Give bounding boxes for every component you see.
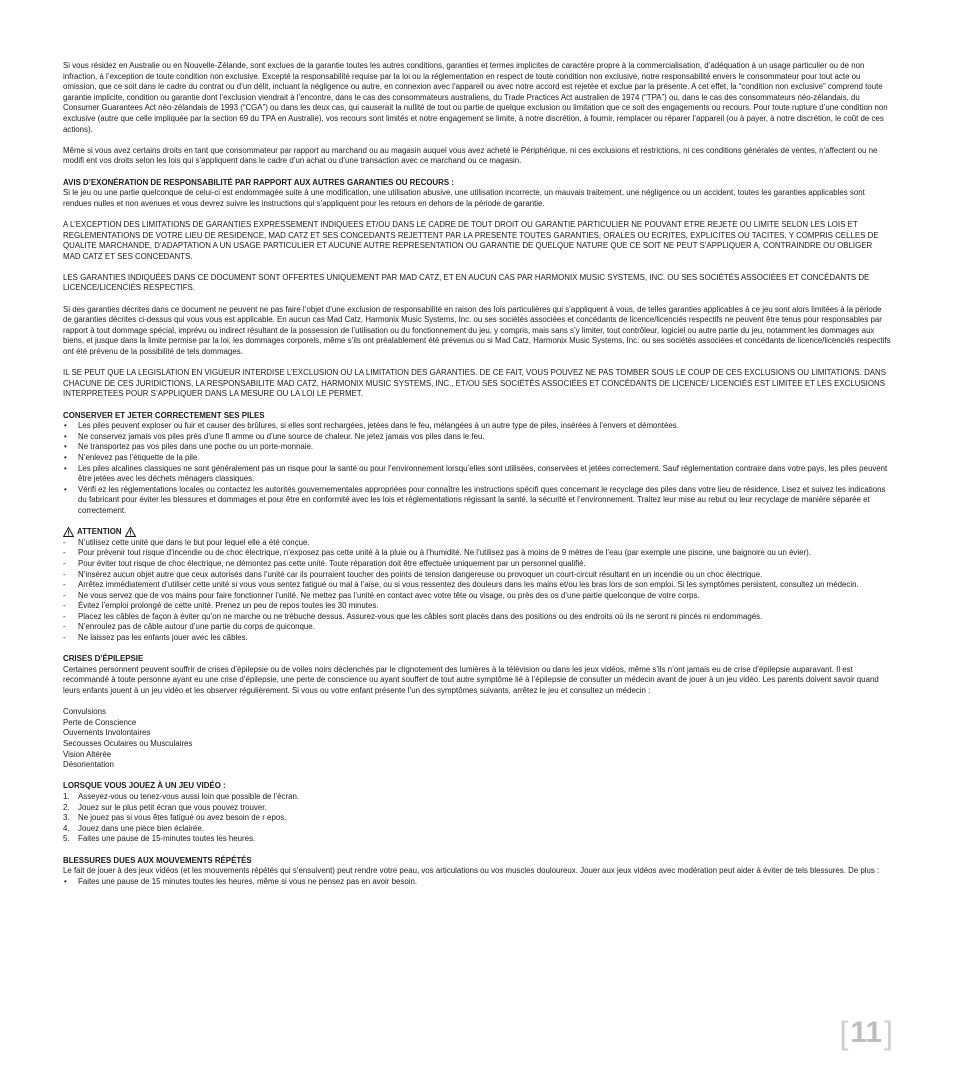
list-item-text: Asseyez-vous ou tenez-vous aussi loin que possible de l’écran. (78, 791, 300, 801)
dash-marker: - (63, 622, 66, 632)
symptom-item: Secousses Oculaires ou Musculaires (63, 739, 193, 748)
injuries-paragraph: Le fait de jouer à des jeux vidéos (et les mouvements répétés qui s’ensuivent) peut rendre votre peau, vos articulations ou vos muscles douloureux. Jouer aux jeux vidéos avec modération peut aider à éviter de tels blessures. De plus : (63, 866, 880, 876)
page-number-bracket-left: [ (839, 1015, 849, 1051)
list-item-text: N’enlevez pas l’étiquette de la pile. (78, 452, 200, 462)
list-item (63, 792, 891, 803)
page-number-bracket-right: ] (884, 1015, 893, 1051)
disclaimer-paragraph-1: Si le jeu ou une partie quelconque de celui-ci est endommagée suite à une modification, une utilisation abusive, une utilisation incorrecte, un mauvais traitement, une négligence ou un accident, toutes les garanties applicables sont rendues nulles et non avenues et vous devrez suivre les instructions qui s’appliquent pour les retours en dehors de la période de garantie. (63, 188, 865, 208)
injuries-list (63, 877, 891, 888)
list-item (63, 601, 891, 612)
playing-heading: LORSQUE VOUS JOUEZ À UN JEU VIDÉO : (63, 781, 226, 791)
bullet-marker: • (64, 452, 67, 462)
document-page (63, 61, 891, 887)
dash-marker: - (63, 537, 66, 547)
batteries-list (63, 421, 891, 516)
dash-marker: - (63, 601, 66, 611)
batteries-heading: CONSERVER ET JETER CORRECTEMENT SES PILES (63, 410, 265, 420)
list-item (63, 464, 891, 485)
intro-paragraph-2: Même si vous avez certains droits en tant que consommateur par rapport au marchand ou au magasin auquel vous avez acheté le Périphérique, ni ces exclusions et restrictions, ni ces conditions générales de ventes, n’affectent ou ne modifi ent vos droits selon les lois qui s’appliquent dans le cadre d’un achat ou d’une transaction avec ce marchand ou ce magasin. (63, 145, 878, 166)
list-item-text: Jouez dans une pièce bien éclairée. (78, 823, 204, 833)
list-item (63, 453, 891, 464)
list-item (63, 803, 891, 814)
symptom-item: Désorientation (63, 760, 114, 770)
attention-heading-text: ATTENTION (77, 527, 122, 537)
list-item (63, 570, 891, 581)
disclaimer-paragraph-2: A L’EXCEPTION DES LIMITATIONS DE GARANTIES EXPRESSEMENT INDIQUEES ET/OU DANS LE CADRE DE TOUT DROIT OU GARANTIE PARTICULIER NE POUVANT ETRE REJETE OU LIMITE SELON LES LOIS ET REGLEMENTATIONS DE VOTRE LIEU DE RESIDENCE, MAD CATZ ET SES CONCEDANTS REJETTENT PAR LA PRESENTE TOUTES GARANTIES, ORALES OU ECRITES, EXPLICITES OU TACITES, Y COMPRIS CELLES DE QUALITE MARCHANDE, D’ADAPTATION A UN USAGE PARTICULIER ET AUCUNE AUTRE REPRESENTATION OU GARANTIE DE QUELQUE NATURE QUE CE SOIT NE PEUT S’APPLIQUER A, CONTRAINDRE OU OBLIGER MAD CATZ ET SES CONCEDANTS. (63, 219, 879, 261)
list-item-text: Les piles alcalines classiques ne sont généralement pas un risque pour la santé ou pour l’environnement lorsqu’elles sont utilisées, conservées et jetées correctement. Sauf réglementation contraire dans votre pays, les piles peuvent être jetées avec les déchets ménagers classiques. (78, 463, 888, 484)
symptom-item: Vision Altérée (63, 749, 112, 759)
number-marker: 4. (63, 823, 70, 833)
bullet-marker: • (64, 876, 67, 886)
list-item-text: Faites une pause de 15 minutes toutes les heures, même si vous ne pensez pas en avoir besoin. (78, 876, 418, 886)
list-item-text: Ne conservez jamais vos piles près d’une fl amme ou d’une source de chaleur. Ne jetez jamais vos piles dans le feu. (78, 431, 485, 441)
list-item-text: Les piles peuvent exploser ou fuir et causer des brûlures, si elles sont rechargées, jetées dans le feu, mélangées à un autre type de piles, insérées à l’envers et démontées. (78, 421, 679, 431)
list-item (63, 432, 891, 443)
disclaimer-paragraph-4: Si des garanties décrites dans ce document ne peuvent ne pas faire l’objet d’une exclusion de responsabilité en raison des lois particulières qui s’appliquent à vous, de telles garanties applicables à ce jeu sont alors limitées à la période de garanties décrites ci-dessus qui vous vous est applicable. En aucun cas Mad Catz, Harmonix Music Systems, Inc. ou ses sociétés associées et concédants de licence/licenciés respectifs ne peuvent être tenus pour responsables par rapport à tout dommage spécial, imprévu ou indirect résultant de la possession de l’utilisation ou du fonctionnement du jeu, y compris, mais sans s’y limiter, tout contrôleur, logiciel ou autre partie du jeu, notamment les dommages aux biens, et jusque dans la limite permise par la loi, les dommages corporels, même s’ils ont préalablement été prévenus ou si Mad Catz, Harmonix Music Systems, Inc. ou ses sociétés associées et concédants de licence/licenciés respectifs ont été prévenu de la possibilité de tels dommages. (63, 304, 891, 357)
list-item-text: Placez les câbles de façon à éviter qu’on ne marche ou ne trébuche dessus. Assurez-vous que les câbles sont placés dans des positions ou des endroits où ils ne seront ni pincés ni endommagés. (78, 611, 763, 621)
symptoms-list (63, 707, 891, 771)
list-item (63, 559, 891, 570)
disclaimer-paragraph-3: LES GARANTIES INDIQUÉES DANS CE DOCUMENT SONT OFFERTES UNIQUEMENT PAR MAD CATZ, ET EN AUCUN CAS PAR HARMONIX MUSIC SYSTEMS, INC. OU SES SOCIÉTÉS ASSOCIÉES ET CONCÉDANTS DE LICENCE/LICENCIÉS RESPECTIFS. (63, 272, 870, 293)
dash-marker: - (63, 569, 66, 579)
dash-marker: - (63, 611, 66, 621)
number-marker: 3. (63, 813, 70, 823)
list-item (63, 877, 891, 888)
list-item (63, 834, 891, 845)
number-marker: 2. (63, 802, 70, 812)
list-item-text: Pour éviter tout risque de choc électrique, ne démontez pas cette unité. Toute réparation doit être effectuée uniquement par un personnel qualifié. (78, 558, 586, 568)
list-item (63, 633, 891, 644)
bullet-marker: • (64, 431, 67, 441)
list-item (63, 548, 891, 559)
bullet-marker: • (64, 442, 67, 452)
warning-triangle-icon (63, 527, 74, 537)
list-item-text: Arrêtez immédiatement d’utiliser cette unité si vous vous sentez fatigué ou mal à l’aise, ou si vous ressentez des douleurs dans les mains et/ou les bras lors de son emploi. Si les symptômes persistent, consultez un médecin. (78, 580, 859, 590)
bullet-marker: • (64, 463, 67, 473)
warning-triangle-icon (125, 527, 136, 537)
bullet-marker: • (64, 421, 67, 431)
list-item-text: Ne transportez pas vos piles dans une poche ou un porte-monnaie. (78, 442, 314, 452)
list-item (63, 824, 891, 835)
playing-list (63, 792, 891, 845)
list-item-text: N’utilisez cette unité que dans le but pour lequel elle a été conçue. (78, 537, 310, 547)
list-item-text: Ne laissez pas les enfants jouer avec les câbles. (78, 633, 248, 643)
symptom-item: Ouvements Involontaires (63, 728, 151, 738)
dash-marker: - (63, 633, 66, 643)
disclaimer-paragraph-5: IL SE PEUT QUE LA LEGISLATION EN VIGUEUR INTERDISE L’EXCLUSION OU LA LIMITATION DES GARANTIES. DE CE FAIT, VOUS POUVEZ NE PAS TOMBER SOUS LE COUP DE CES EXCLUSIONS OU LIMITATIONS. DANS CHACUNE DE CES JURIDICTIONS, LA RESPONSABILITE MAD CATZ, HARMONIX MUSIC SYSTEMS, INC., ET/OU SES SOCIÉTÉS ASSOCIÉES ET CONCÉDANTS DE LICENCE/ LICENCIÉS EST LIMITEE ET LES EXCLUSIONS INTERPRETEES POUR S’APPLIQUER DANS LA MESURE OU LA LOI LE PERMET. (63, 368, 887, 399)
list-item-text: Faites une pause de 15-minutes toutes les heures. (78, 834, 256, 844)
disclaimer-heading: AVIS D’EXONÉRATION DE RESPONSABILITÉ PAR RAPPORT AUX AUTRES GARANTIES OU RECOURS : (63, 177, 454, 187)
page-number (839, 1015, 894, 1051)
dash-marker: - (63, 590, 66, 600)
dash-marker: - (63, 558, 66, 568)
list-item (63, 421, 891, 432)
attention-list (63, 538, 891, 644)
number-marker: 1. (63, 791, 70, 801)
intro-paragraph-1: Si vous résidez en Australie ou en Nouvelle-Zélande, sont exclues de la garantie toutes les autres conditions, garanties et termes implicites de caractère propre à la commercialisation, d’adéquation à un usage particulier ou de non infraction, à l’exception de toute condition non exclusive. Excepté la responsabilité requise par la loi ou la réglementation en respect de toute condition non exclusive, notre responsabilité envers le consommateur pour tout acte ou omission, que ce soit dans le cadre du contrat ou d’un délit, incluant la négligence ou autre, en connexion avec l’appareil ou avec notre accord est rejetée et exclue par la présente. A cet effet, la “condition non exclusive” comprend toute garantie implicite, condition ou garantie dont l’exclusion viendrait à l’encontre, dans le cas des consommateurs australiens, du Trade Practices Act australien de 1974 (“TPA”) ou, dans le cas des consommateurs néo-zélandais, du Consumer Guarantees Act néo-zélandais de 1993 (“CGA”) ou dans les deux cas, qui causerait la nullité de tout ou partie de quelque exclusion ou limitation que ce soit des engagements ou recours. Pour toute rupture d’une condition non exclusive (autre que celle impliquée par la section 69 du TPA en Australie), vos recours sont limités et notre engagement se limite, à notre discrétion, à fournir, remplacer ou réparer l’appareil (ou à payer, à notre discrétion, le coût de ces actions). (63, 61, 888, 134)
list-item-text: Vérifi ez les réglementations locales ou contactez les autorités gouvernementales appropriées pour connaître les instructions spécifi ques concernant le recyclage des piles dans votre lieu de résidence. Lisez et suivez les indications du fabricant pour éviter les blessures et dommages et pour être en conformité avec les lois et réglementations régissant la santé, la sécurité et l’environnement. Traitez leur mise au rebut ou leur recyclage de manière séparée et correctement. (78, 484, 886, 515)
list-item (63, 538, 891, 549)
list-item (63, 612, 891, 623)
page-number-value: 11 (850, 1016, 883, 1049)
dash-marker: - (63, 580, 66, 590)
list-item-text: Évitez l’emploi prolongé de cette unité. Prenez un peu de repos toutes les 30 minutes. (78, 601, 379, 611)
list-item (63, 591, 891, 602)
epilepsy-paragraph: Certaines personnent peuvent souffrir de crises d’épilepsie ou de voiles noirs déclenchés par le clignotement des lumières à la télévision ou dans les jeux vidéos, même s’ils n’ont jamais eu de crise d’épilepsie auparavant. Il est recommandé à toute personne ayant eu une crise d’épilepsie, une perte de conscience ou ayant souffert de tout autre symptôme lié à l’épilepsie de consulter un médecin avant de jouer à un jeu vidéo. Les parents doivent savoir quand leurs enfants jouent à un jeu vidéo et les observer régulièrement. Si vous ou votre enfant présente l’un des symptômes suivants, arrêtez le jeu et consultez un médecin : (63, 664, 879, 696)
epilepsy-heading: CRISES D’ÉPILEPSIE (63, 654, 144, 664)
list-item-text: N’enroulez pas de câble autour d’une partie du corps de quiconque. (78, 622, 315, 632)
list-item-text: Jouez sur le plus petit écran que vous pouvez trouver. (78, 802, 267, 812)
list-item-text: N’insérez aucun objet autre que ceux autorisés dans l’unité car ils pourraient toucher des points de tension dangereuse ou provoquer un court-circuit résultant en un incendie ou un choc électrique. (78, 569, 763, 579)
number-marker: 5. (63, 834, 70, 844)
list-item-text: Ne jouez pas si vous êtes fatigué ou avez besoin de r epos. (78, 813, 287, 823)
list-item (63, 813, 891, 824)
list-item-text: Pour prévenir tout risque d’incendie ou de choc électrique, n’exposez pas cette unité à la pluie ou à l’humidité. Ne l’utilisez pas à moins de 9 mètres de l’eau (par exemple une piscine, une baignoire ou un évier). (78, 548, 811, 558)
list-item (63, 622, 891, 633)
dash-marker: - (63, 548, 66, 558)
bullet-marker: • (64, 484, 67, 494)
list-item (63, 580, 891, 591)
list-item-text: Ne vous servez que de vos mains pour faire fonctionner l’unité. Ne mettez pas l’unité en contact avec votre tête ou visage, ou près des os d’une partie quelconque de votre corps. (78, 590, 700, 600)
symptom-item: Convulsions (63, 707, 106, 717)
attention-heading (63, 527, 891, 538)
list-item (63, 485, 891, 517)
list-item (63, 442, 891, 453)
symptom-item: Perte de Conscience (63, 717, 137, 727)
injuries-heading: BLESSURES DUES AUX MOUVEMENTS RÉPÉTÉS (63, 855, 252, 865)
